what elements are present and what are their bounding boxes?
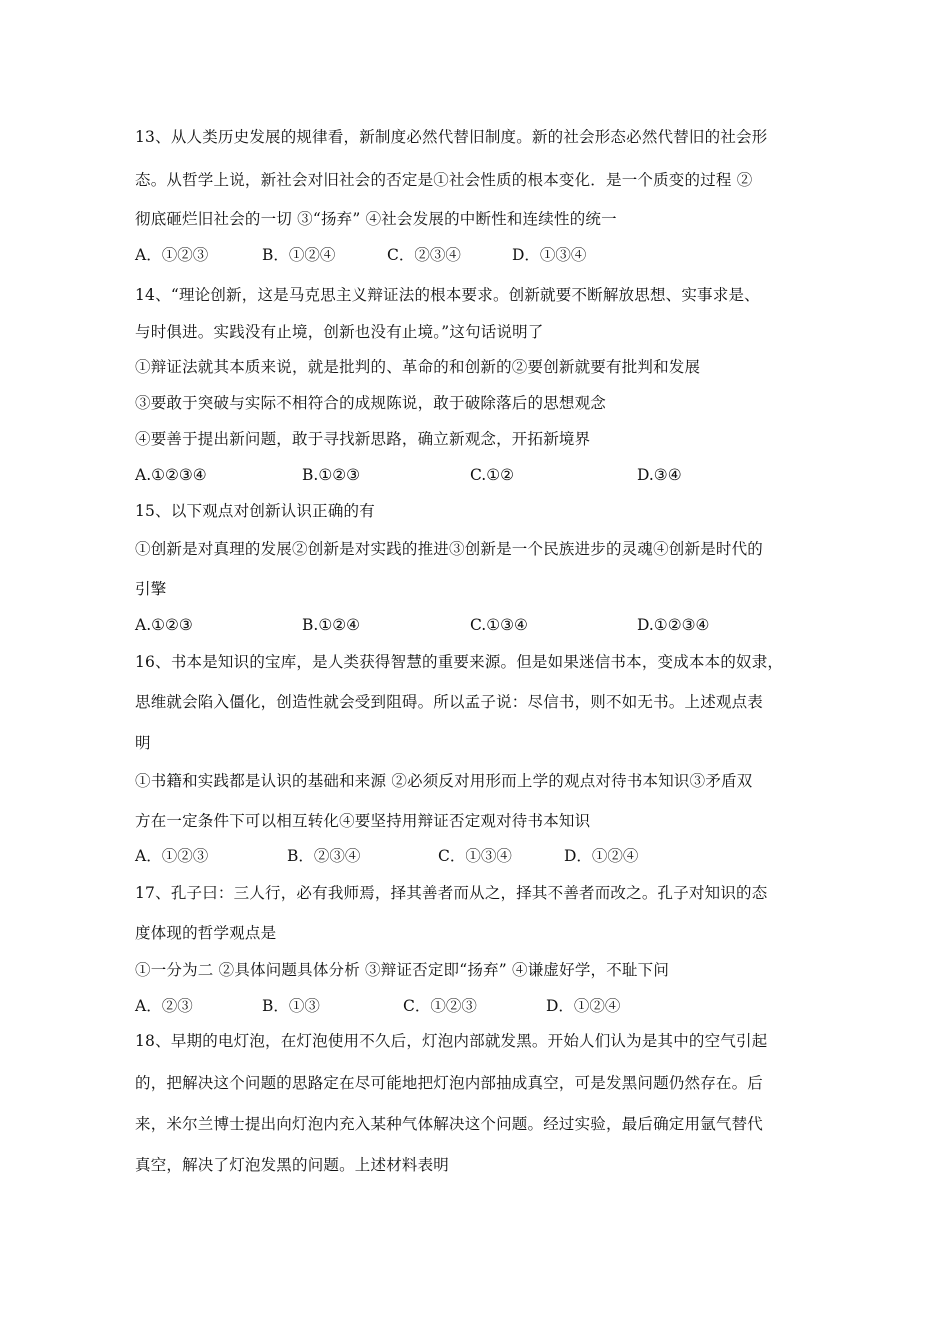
q16-option-d: D．①②④	[564, 847, 639, 865]
q18-line-3: 来，米尔兰博士提出向灯泡内充入某种气体解决这个问题。经过实验，最后确定用氩气替代	[135, 1115, 764, 1133]
q16-line-3: 明	[135, 734, 151, 752]
q15-option-d: D.①②③④	[637, 616, 710, 634]
q16-line-1: 16、书本是知识的宝库，是人类获得智慧的重要来源。但是如果迷信书本，变成本本的奴隶，	[135, 653, 784, 671]
q14-option-a: A.①②③④	[135, 466, 207, 484]
q13-line-1: 13、从人类历史发展的规律看，新制度必然代替旧制度。新的社会形态必然代替旧的社会形	[135, 128, 768, 146]
q13-option-c: C．②③④	[387, 246, 461, 264]
q17-line-1: 17、孔子曰：三人行，必有我师焉，择其善者而从之，择其不善者而改之。孔子对知识的态	[135, 884, 768, 902]
q14-line-4: ③要敢于突破与实际不相符合的成规陈说，敢于破除落后的思想观念	[135, 394, 607, 412]
q16-line-2: 思维就会陷入僵化，创造性就会受到阻碍。所以孟子说：尽信书，则不如无书。上述观点表	[135, 693, 764, 711]
q15-option-a: A.①②③	[135, 616, 193, 634]
q16-line-5: 方在一定条件下可以相互转化④要坚持用辩证否定观对待书本知识	[135, 812, 591, 830]
q13-option-a: A．①②③	[135, 246, 209, 264]
q13-option-d: D．①③④	[512, 246, 587, 264]
q15-line-1: 15、以下观点对创新认识正确的有	[135, 502, 375, 520]
q17-option-a: A．②③	[135, 997, 193, 1015]
q17-option-c: C．①②③	[403, 997, 477, 1015]
q14-option-d: D.③④	[637, 466, 682, 484]
q18-line-1: 18、早期的电灯泡，在灯泡使用不久后，灯泡内部就发黑。开始人们认为是其中的空气引起	[135, 1032, 768, 1050]
q16-option-a: A．①②③	[135, 847, 209, 865]
q16-option-c: C．①③④	[438, 847, 512, 865]
q15-option-c: C.①③④	[470, 616, 528, 634]
q16-option-b: B．②③④	[287, 847, 361, 865]
q15-line-3: 引擎	[135, 580, 167, 598]
q13-line-3: 彻底砸烂旧社会的一切 ③“扬弃” ④社会发展的中断性和连续性的统一	[135, 210, 617, 228]
q13-option-b: B．①②④	[262, 246, 336, 264]
q13-line-2: 态。从哲学上说，新社会对旧社会的否定是①社会性质的根本变化．是一个质变的过程 ②	[135, 171, 753, 189]
q17-option-b: B．①③	[262, 997, 320, 1015]
q14-option-c: C.①②	[470, 466, 515, 484]
q14-line-2: 与时俱进。实践没有止境，创新也没有止境。”这句话说明了	[135, 323, 544, 341]
q14-line-1: 14、“理论创新，这是马克思主义辩证法的根本要求。创新就要不断解放思想、实事求是、	[135, 286, 760, 304]
q16-line-4: ①书籍和实践都是认识的基础和来源 ②必须反对用形而上学的观点对待书本知识③矛盾双	[135, 772, 753, 790]
q18-line-4: 真空，解决了灯泡发黑的问题。上述材料表明	[135, 1156, 450, 1174]
q14-line-5: ④要善于提出新问题，敢于寻找新思路，确立新观念，开拓新境界	[135, 430, 591, 448]
q15-option-b: B.①②④	[302, 616, 361, 634]
q14-line-3: ①辩证法就其本质来说，就是批判的、革命的和创新的②要创新就要有批判和发展	[135, 358, 701, 376]
q17-line-2: 度体现的哲学观点是	[135, 924, 277, 942]
q14-option-b: B.①②③	[302, 466, 361, 484]
q15-line-2: ①创新是对真理的发展②创新是对实践的推进③创新是一个民族进步的灵魂④创新是时代的	[135, 540, 764, 558]
q18-line-2: 的，把解决这个问题的思路定在尽可能地把灯泡内部抽成真空，可是发黑问题仍然存在。后	[135, 1074, 764, 1092]
q17-option-d: D．①②④	[546, 997, 621, 1015]
q17-line-3: ①一分为二 ②具体问题具体分析 ③辩证否定即“扬弃” ④谦虚好学，不耻下问	[135, 961, 670, 979]
